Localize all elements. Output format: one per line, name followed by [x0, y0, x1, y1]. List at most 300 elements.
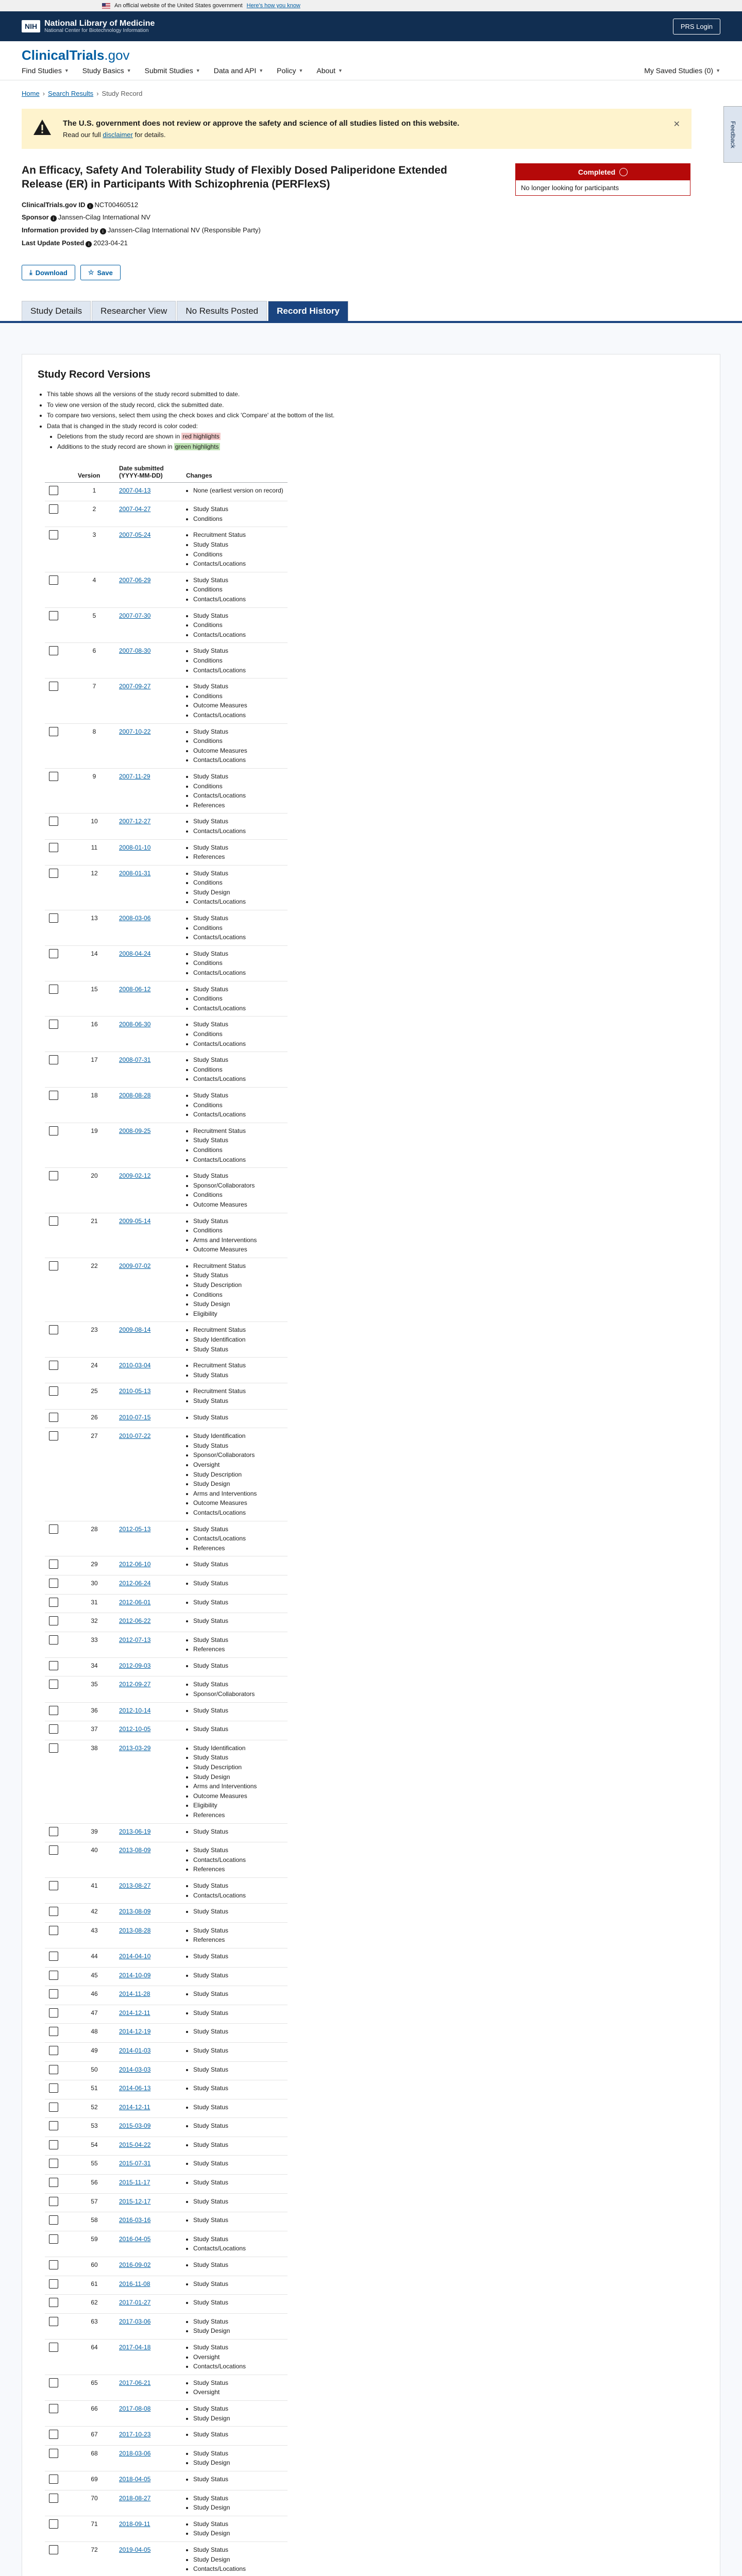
version-number: 64: [74, 2340, 115, 2375]
version-date-cell: [115, 1016, 182, 1052]
version-select-cell: [45, 865, 74, 910]
version-changes: [182, 1657, 288, 1676]
version-select-cell: [45, 2175, 74, 2194]
version-date-link[interactable]: 2014-12-11: [119, 2009, 150, 2016]
version-changes: [182, 2005, 288, 2024]
version-checkbox[interactable]: [49, 2545, 58, 2554]
version-select-cell: [45, 1052, 74, 1088]
version-checkbox[interactable]: [49, 2449, 58, 2458]
intro-item: • This table shows all the versions of the study record submitted to date.: [47, 389, 704, 399]
nav-data-api[interactable]: [214, 66, 263, 75]
version-date-link[interactable]: 2018-09-11: [119, 2520, 150, 2528]
info-provided-row: [22, 224, 720, 237]
nav-study-basics[interactable]: [82, 66, 131, 75]
version-changes: [182, 1168, 288, 1213]
breadcrumb-home[interactable]: Home: [22, 90, 40, 97]
change-item: • Recruitment Status: [193, 1361, 283, 1370]
heres-how-link[interactable]: Here's how you know: [246, 3, 300, 9]
version-checkbox[interactable]: [49, 1325, 58, 1334]
version-checkbox[interactable]: [49, 1926, 58, 1935]
version-checkbox[interactable]: [49, 843, 58, 852]
version-changes: [182, 679, 288, 723]
download-label: Download: [35, 268, 68, 277]
prs-login-button[interactable]: PRS Login: [673, 19, 720, 35]
version-checkbox[interactable]: [49, 1952, 58, 1961]
change-item: • Study Status: [193, 2234, 283, 2244]
version-date-link[interactable]: 2017-08-08: [119, 2404, 151, 2412]
version-checkbox[interactable]: [49, 1827, 58, 1836]
version-select-cell: [45, 2445, 74, 2471]
version-date-link[interactable]: 2015-12-17: [119, 2197, 151, 2205]
version-date-link[interactable]: 2010-05-13: [119, 1387, 151, 1395]
version-date-link[interactable]: 2008-01-31: [119, 869, 151, 877]
tab-record-history[interactable]: Record History: [268, 301, 348, 321]
version-select-cell: [45, 1842, 74, 1878]
version-checkbox[interactable]: [49, 2475, 58, 2484]
version-checkbox[interactable]: [49, 1560, 58, 1569]
version-date-cell: [115, 2295, 182, 2314]
version-checkbox[interactable]: [49, 575, 58, 585]
version-date-cell: [115, 865, 182, 910]
version-date-link[interactable]: 2017-04-18: [119, 2344, 151, 2351]
version-date-link[interactable]: 2016-04-05: [119, 2235, 151, 2243]
version-row: [45, 1575, 288, 1594]
version-checkbox[interactable]: [49, 2494, 58, 2503]
change-item: • Outcome Measures: [193, 1791, 283, 1801]
change-item: • Outcome Measures: [193, 1245, 283, 1255]
version-checkbox[interactable]: [49, 869, 58, 878]
version-date-link[interactable]: 2008-01-10: [119, 843, 151, 851]
version-number: 5: [74, 607, 115, 643]
version-date-link[interactable]: 2007-04-13: [119, 486, 151, 494]
version-number: 4: [74, 572, 115, 607]
version-date-link[interactable]: 2016-11-08: [119, 2280, 150, 2287]
version-checkbox[interactable]: [49, 2430, 58, 2439]
version-date-link[interactable]: 2013-06-19: [119, 1827, 151, 1835]
version-date-link[interactable]: 2013-03-29: [119, 1744, 151, 1752]
version-checkbox[interactable]: [49, 1579, 58, 1588]
version-date-link[interactable]: 2008-09-25: [119, 1127, 151, 1134]
version-date-link[interactable]: 2014-11-28: [119, 1990, 150, 1998]
changes-list: [186, 1020, 283, 1048]
version-date-link[interactable]: 2009-07-02: [119, 1262, 151, 1269]
change-item: • Contacts/Locations: [193, 1155, 283, 1165]
version-date-link[interactable]: 2008-07-31: [119, 1056, 151, 1064]
version-date-link[interactable]: 2013-08-09: [119, 1908, 151, 1916]
version-date-link[interactable]: 2012-10-05: [119, 1725, 151, 1733]
version-date-link[interactable]: 2014-12-19: [119, 2028, 151, 2036]
version-date-link[interactable]: 2007-07-30: [119, 612, 151, 619]
version-checkbox[interactable]: [49, 1524, 58, 1534]
version-select-cell: [45, 2118, 74, 2137]
version-checkbox[interactable]: [49, 1171, 58, 1180]
version-date-link[interactable]: 2012-06-24: [119, 1579, 151, 1587]
version-checkbox[interactable]: [49, 772, 58, 781]
change-item: • Contacts/Locations: [193, 595, 283, 604]
version-date-link[interactable]: 2017-10-23: [119, 2431, 151, 2438]
version-checkbox[interactable]: [49, 2404, 58, 2413]
version-checkbox[interactable]: [49, 1361, 58, 1370]
version-checkbox[interactable]: [49, 985, 58, 994]
version-date-link[interactable]: 2007-10-22: [119, 727, 151, 735]
change-item: • Study Status: [193, 2140, 283, 2150]
version-checkbox[interactable]: [49, 1845, 58, 1855]
version-number: 32: [74, 1613, 115, 1632]
version-date-link[interactable]: 2009-05-14: [119, 1217, 151, 1225]
info-icon[interactable]: i: [100, 228, 106, 234]
change-item: • Study Status: [193, 1396, 283, 1406]
changes-list: [186, 2298, 283, 2308]
version-checkbox[interactable]: [49, 949, 58, 958]
version-checkbox[interactable]: [49, 2197, 58, 2206]
version-changes: [182, 981, 288, 1016]
version-date-cell: [115, 2137, 182, 2156]
site-header: [0, 41, 742, 80]
breadcrumb-sep: ›: [42, 90, 45, 97]
change-item: • Conditions: [193, 736, 283, 746]
version-checkbox[interactable]: [49, 1216, 58, 1226]
version-date-cell: [115, 2156, 182, 2175]
version-date-link[interactable]: 2009-02-12: [119, 1172, 151, 1180]
version-date-link[interactable]: 2017-01-27: [119, 2299, 151, 2307]
change-item: • Study Status: [193, 682, 283, 691]
info-icon[interactable]: i: [50, 215, 57, 222]
version-checkbox[interactable]: [49, 2215, 58, 2225]
version-date-link[interactable]: 2010-07-22: [119, 1432, 151, 1440]
help-icon[interactable]: [619, 168, 628, 176]
version-row: [45, 679, 288, 723]
version-date-link[interactable]: 2008-04-24: [119, 950, 151, 957]
info-icon[interactable]: i: [87, 203, 93, 209]
version-checkbox[interactable]: [49, 2103, 58, 2112]
version-date-link[interactable]: 2013-08-27: [119, 1882, 151, 1889]
version-date-link[interactable]: 2008-03-06: [119, 914, 151, 922]
logo-gov: .gov: [104, 47, 130, 63]
version-row: [45, 2156, 288, 2175]
version-date-link[interactable]: 2014-10-09: [119, 1971, 151, 1979]
version-row: [45, 2257, 288, 2276]
version-date-link[interactable]: 2016-03-16: [119, 2216, 151, 2224]
version-row: [45, 2118, 288, 2137]
version-row: [45, 2516, 288, 2541]
version-row: [45, 1383, 288, 1409]
version-number: 13: [74, 910, 115, 946]
version-select-cell: [45, 2005, 74, 2024]
version-date-link[interactable]: 2012-09-27: [119, 1681, 151, 1688]
version-changes: [182, 2427, 288, 2446]
version-date-link[interactable]: 2008-06-12: [119, 985, 151, 993]
version-date-link[interactable]: 2007-06-29: [119, 576, 151, 584]
version-checkbox[interactable]: [49, 1413, 58, 1422]
record-history-card: [22, 354, 720, 2576]
version-checkbox[interactable]: [49, 1680, 58, 1689]
version-date-link[interactable]: 2013-08-09: [119, 1846, 151, 1854]
changes-list: [186, 1907, 283, 1917]
version-select-cell: [45, 607, 74, 643]
disclaimer-link[interactable]: disclaimer: [103, 131, 133, 139]
version-date-link[interactable]: 2012-05-13: [119, 1525, 151, 1533]
version-date-link[interactable]: 2010-03-04: [119, 1362, 151, 1369]
version-date-link[interactable]: 2018-08-27: [119, 2494, 151, 2502]
version-date-link[interactable]: 2017-06-21: [119, 2379, 151, 2386]
version-checkbox[interactable]: [49, 1635, 58, 1645]
version-select-cell: [45, 1986, 74, 2005]
changes-list: [186, 2027, 283, 2037]
version-checkbox[interactable]: [49, 2159, 58, 2168]
version-checkbox[interactable]: [49, 1881, 58, 1890]
version-date-link[interactable]: 2008-06-30: [119, 1021, 151, 1028]
version-date-cell: [115, 2313, 182, 2339]
change-item: • Conditions: [193, 1290, 283, 1300]
tab-study-details[interactable]: Study Details: [22, 301, 91, 321]
version-checkbox[interactable]: [49, 2317, 58, 2326]
version-checkbox[interactable]: [49, 1386, 58, 1396]
version-date-link[interactable]: 2012-09-03: [119, 1662, 151, 1669]
version-select-cell: [45, 1904, 74, 1923]
version-checkbox[interactable]: [49, 504, 58, 514]
version-checkbox[interactable]: [49, 2083, 58, 2093]
version-checkbox[interactable]: [49, 2140, 58, 2149]
version-checkbox[interactable]: [49, 530, 58, 539]
version-row: [45, 1322, 288, 1358]
version-date-link[interactable]: 2018-04-05: [119, 2475, 151, 2483]
version-date-cell: [115, 2175, 182, 2194]
version-date-link[interactable]: 2017-03-06: [119, 2317, 151, 2325]
download-icon: ⤓: [29, 268, 32, 277]
version-checkbox[interactable]: [49, 1261, 58, 1270]
change-item: • Study Status: [193, 2065, 283, 2075]
version-date-link[interactable]: 2015-07-31: [119, 2160, 151, 2167]
saved-label: My Saved Studies (0): [644, 66, 714, 75]
version-date-link[interactable]: 2012-06-22: [119, 1617, 151, 1625]
version-changes: [182, 1409, 288, 1428]
change-item: • Recruitment Status: [193, 1126, 283, 1136]
version-checkbox[interactable]: [49, 1989, 58, 1998]
my-saved-studies[interactable]: [644, 66, 720, 75]
change-item: • Study Status: [193, 2317, 283, 2327]
changes-list: [186, 869, 283, 907]
save-button[interactable]: [80, 265, 121, 280]
version-checkbox[interactable]: [49, 1055, 58, 1064]
version-date-cell: [115, 2061, 182, 2080]
version-checkbox[interactable]: [49, 2046, 58, 2055]
download-button[interactable]: [22, 265, 75, 280]
clinicaltrials-logo[interactable]: [0, 41, 742, 66]
version-checkbox[interactable]: [49, 1743, 58, 1753]
change-item: • Conditions: [193, 782, 283, 791]
version-date-cell: [115, 643, 182, 679]
breadcrumb-search-results[interactable]: Search Results: [48, 90, 94, 97]
version-date-link[interactable]: 2015-11-17: [119, 2179, 150, 2187]
version-select-cell: [45, 1213, 74, 1258]
version-select-cell: [45, 1358, 74, 1383]
version-date-link[interactable]: 2009-08-14: [119, 1326, 151, 1334]
feedback-tab[interactable]: Feedback: [723, 106, 742, 163]
change-item: • Conditions: [193, 585, 283, 595]
version-checkbox[interactable]: [49, 1020, 58, 1029]
nav-submit-studies[interactable]: [145, 66, 200, 75]
change-item: • Contacts/Locations: [193, 2362, 283, 2371]
nav-policy[interactable]: [277, 66, 303, 75]
study-tabs: [0, 301, 742, 323]
changes-list: [186, 611, 283, 640]
version-select-cell: [45, 2400, 74, 2426]
version-number: 26: [74, 1409, 115, 1428]
change-item: • Contacts/Locations: [193, 666, 283, 675]
version-date-link[interactable]: 2015-04-22: [119, 2141, 151, 2148]
changes-list: [186, 1881, 283, 1900]
main-nav: [0, 66, 742, 80]
version-checkbox[interactable]: [49, 1661, 58, 1670]
change-item: • References: [193, 801, 283, 810]
change-item: • Study Status: [193, 772, 283, 782]
version-date-link[interactable]: 2010-07-15: [119, 1413, 151, 1421]
version-select-cell: [45, 1409, 74, 1428]
version-checkbox[interactable]: [49, 1091, 58, 1100]
change-item: • Study Status: [193, 1845, 283, 1855]
version-date-link[interactable]: 2012-10-14: [119, 1706, 151, 1714]
change-item: • Study Status: [193, 504, 283, 514]
version-checkbox[interactable]: [49, 1724, 58, 1734]
version-number: 16: [74, 1016, 115, 1052]
version-row: [45, 2313, 288, 2339]
version-number: 62: [74, 2295, 115, 2314]
close-icon[interactable]: ✕: [673, 120, 680, 129]
version-date-cell: [115, 1676, 182, 1702]
change-item: • Contacts/Locations: [193, 1508, 283, 1518]
version-changes: [182, 2400, 288, 2426]
version-date-cell: [115, 723, 182, 768]
info-icon[interactable]: i: [86, 241, 92, 247]
version-date-link[interactable]: 2012-06-10: [119, 1561, 151, 1568]
version-date-link[interactable]: 2008-08-28: [119, 1091, 151, 1099]
version-row: [45, 1213, 288, 1258]
version-checkbox[interactable]: [49, 2519, 58, 2529]
version-date-link[interactable]: 2007-08-30: [119, 647, 151, 655]
version-date-link[interactable]: 2012-06-01: [119, 1598, 151, 1606]
version-checkbox[interactable]: [49, 2027, 58, 2036]
version-date-link[interactable]: 2016-09-02: [119, 2261, 151, 2269]
version-date-link[interactable]: 2019-04-05: [119, 2546, 151, 2553]
version-row: [45, 945, 288, 981]
version-date-link[interactable]: 2013-08-28: [119, 1926, 151, 1934]
version-checkbox[interactable]: [49, 1598, 58, 1607]
change-item: • Study Status: [193, 1216, 283, 1226]
version-date-link[interactable]: 2014-04-10: [119, 1952, 151, 1960]
version-checkbox[interactable]: [49, 1616, 58, 1625]
version-date-link[interactable]: 2007-09-27: [119, 683, 151, 690]
version-date-link[interactable]: 2007-12-27: [119, 818, 151, 825]
version-date-cell: [115, 1740, 182, 1823]
version-changes: [182, 839, 288, 865]
version-changes: [182, 865, 288, 910]
version-date-cell: [115, 482, 182, 501]
version-date-link[interactable]: 2012-07-13: [119, 1636, 151, 1643]
version-checkbox[interactable]: [49, 817, 58, 826]
version-number: 22: [74, 1258, 115, 1322]
change-item: • Recruitment Status: [193, 1325, 283, 1335]
version-number: 10: [74, 814, 115, 839]
change-item: • Study Status: [193, 1370, 283, 1380]
version-date-link[interactable]: 2014-12-11: [119, 2103, 150, 2111]
sponsor-row: [22, 211, 720, 224]
study-actions: [0, 249, 742, 280]
version-select-cell: [45, 2156, 74, 2175]
nav-about[interactable]: [316, 66, 343, 75]
version-date-cell: [115, 1613, 182, 1632]
nav-label: Find Studies: [22, 66, 62, 75]
gov-banner: [0, 0, 742, 11]
version-row: [45, 482, 288, 501]
change-item: • Study Status: [193, 1270, 283, 1280]
version-row: [45, 2193, 288, 2212]
version-checkbox[interactable]: [49, 2008, 58, 2018]
version-checkbox[interactable]: [49, 1907, 58, 1916]
version-checkbox[interactable]: [49, 646, 58, 655]
version-checkbox[interactable]: [49, 1706, 58, 1715]
record-history-area: [0, 323, 742, 2576]
version-checkbox[interactable]: [49, 1126, 58, 1136]
version-checkbox[interactable]: [49, 2234, 58, 2244]
version-checkbox[interactable]: [49, 2343, 58, 2352]
version-checkbox[interactable]: [49, 913, 58, 923]
nlm-logo[interactable]: [22, 19, 155, 34]
version-date-link[interactable]: 2007-05-24: [119, 531, 151, 539]
version-checkbox[interactable]: [49, 727, 58, 736]
version-date-link[interactable]: 2014-06-13: [119, 2084, 151, 2092]
version-date-link[interactable]: 2014-01-03: [119, 2046, 151, 2054]
version-checkbox[interactable]: [49, 2298, 58, 2307]
version-checkbox[interactable]: [49, 2260, 58, 2269]
version-row: [45, 1358, 288, 1383]
version-checkbox[interactable]: [49, 2378, 58, 2387]
version-number: 39: [74, 1823, 115, 1842]
version-row: [45, 2276, 288, 2295]
version-number: 67: [74, 2427, 115, 2446]
version-checkbox[interactable]: [49, 486, 58, 495]
version-row: [45, 1842, 288, 1878]
version-checkbox[interactable]: [49, 2178, 58, 2187]
version-checkbox[interactable]: [49, 682, 58, 691]
version-date-link[interactable]: 2014-03-03: [119, 2065, 151, 2073]
version-date-link[interactable]: 2007-04-27: [119, 505, 151, 513]
version-date-link[interactable]: 2007-11-29: [119, 772, 150, 780]
changes-list: [186, 2260, 283, 2270]
version-checkbox[interactable]: [49, 611, 58, 620]
nav-find-studies[interactable]: [22, 66, 69, 75]
version-number: 63: [74, 2313, 115, 2339]
version-checkbox[interactable]: [49, 2065, 58, 2074]
change-item: • Sponsor/Collaborators: [193, 1450, 283, 1460]
version-checkbox[interactable]: [49, 1971, 58, 1980]
version-checkbox[interactable]: [49, 2279, 58, 2289]
version-changes: [182, 2257, 288, 2276]
tab-researcher-view[interactable]: Researcher View: [92, 301, 176, 321]
version-checkbox[interactable]: [49, 1431, 58, 1440]
version-select-cell: [45, 945, 74, 981]
version-date-cell: [115, 2276, 182, 2295]
status-sub: No longer looking for participants: [516, 180, 690, 195]
version-date-link[interactable]: 2015-03-09: [119, 2122, 151, 2130]
changes-list: [186, 1616, 283, 1626]
tab-no-results-posted[interactable]: No Results Posted: [177, 301, 267, 321]
version-date-link[interactable]: 2018-03-06: [119, 2449, 151, 2457]
version-number: 43: [74, 1922, 115, 1948]
version-checkbox[interactable]: [49, 2121, 58, 2130]
change-item: • Study Identification: [193, 1335, 283, 1345]
version-date-cell: [115, 2375, 182, 2400]
intro-deletions: [57, 431, 704, 442]
